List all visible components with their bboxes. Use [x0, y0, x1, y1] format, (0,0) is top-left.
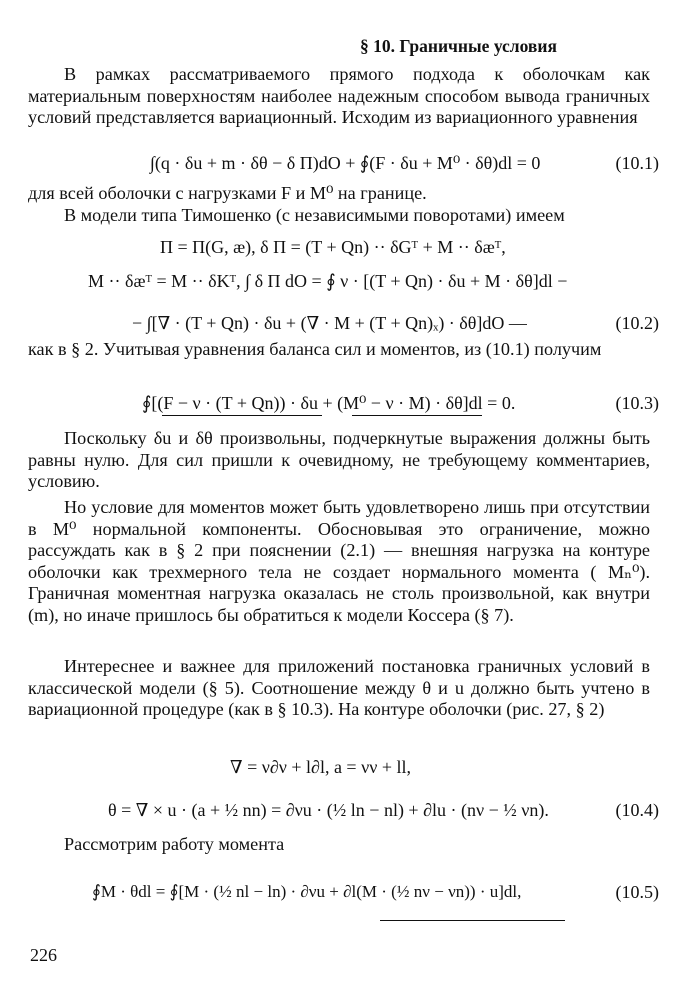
underline-boundary-term [380, 920, 565, 921]
paragraph-boundary-loads: для всей оболочки с нагрузками F и M⁰ на границе. [28, 183, 427, 203]
paragraph-moment-work: Рассмотрим работу момента [64, 834, 285, 854]
paragraph-moment-condition: Но условие для моментов может быть удовлетворено лишь при отсутствии в M⁰ нормальной компоненты. Обосновывая это ограничение, можно рассуждать как в § 2 при пояснении (2.1) — внешняя нагрузка на контуре оболочки как трехмерного тела не создает нормального момента ( Mₙ⁰). Граничная моментная нагрузка оказалась не столь произвольной, как внутри (m), но иначе пришлось бы обратиться к модели Коссера (§ 7). [28, 497, 650, 625]
equation-10-1-number: (10.1) [615, 153, 659, 173]
equation-10-4-line-1: ∇ = ν∂ν + l∂l, a = νν + ll, [230, 757, 412, 777]
equation-10-2-line-3: − ∫[∇ · (T + Qn) · δu + (∇ · M + (T + Qn)ₓ) · δθ]dO — [132, 313, 527, 333]
equation-10-2-number: (10.2) [615, 313, 659, 333]
paragraph-balance: как в § 2. Учитывая уравнения баланса сил и моментов, из (10.1) получим [28, 339, 602, 359]
underline-force-term [162, 415, 322, 416]
paragraph-arbitrary-variations: Поскольку δu и δθ произвольны, подчеркнутые выражения должны быть равны нулю. Для сил пришли к очевидному, не требующему комментариев, условию. [28, 428, 650, 492]
equation-10-1: ∫(q · δu + m · δθ − δ Π)dO + ∮(F · δu + M⁰ · δθ)dl = 0 [150, 153, 541, 173]
equation-10-3-number: (10.3) [615, 393, 659, 413]
page-number: 226 [30, 945, 57, 965]
equation-10-5: ∮M · θdl = ∮[M · (½ nl − ln) · ∂νu + ∂l(M · (½ nν − νn)) · u]dl, [92, 882, 522, 901]
section-title: § 10. Граничные условия [360, 36, 557, 56]
equation-10-3: ∮[(F − ν · (T + Qn)) · δu + (M⁰ − ν · M) · δθ]dl = 0. [142, 393, 516, 413]
paragraph-classical-model: Интереснее и важнее для приложений постановка граничных условий в классической модели (§ 5). Соотношение между θ и u должно быть учтено в вариационной процедуре (как в § 10.3). На контуре оболочки (рис. 27, § 2) [28, 656, 650, 720]
equation-10-2-line-2: M ·· δæᵀ = M ·· δKᵀ, ∫ δ Π dO = ∮ ν · [(T + Qn) · δu + M · δθ]dl − [88, 271, 568, 291]
equation-10-4-number: (10.4) [615, 800, 659, 820]
paragraph-intro [28, 64, 650, 129]
paragraph-timoshenko: В модели типа Тимошенко (с независимыми поворотами) имеем [64, 205, 565, 225]
equation-10-2-line-1: Π = Π(G, æ), δ Π = (T + Qn) ·· δGᵀ + M ·· δæᵀ, [160, 237, 506, 257]
paragraph-intro-text: В рамках рассматриваемого прямого подхода к оболочкам как материальным поверхностям наиболее надежным способом вывода граничных условий представляется вариационный. Исходим из вариационного уравнения [28, 64, 650, 128]
equation-10-5-number: (10.5) [615, 882, 659, 902]
underline-moment-term [352, 415, 482, 416]
equation-10-4-line-2: θ = ∇ × u · (a + ½ nn) = ∂νu · (½ ln − nl) + ∂lu · (nν − ½ νn). [108, 800, 549, 820]
